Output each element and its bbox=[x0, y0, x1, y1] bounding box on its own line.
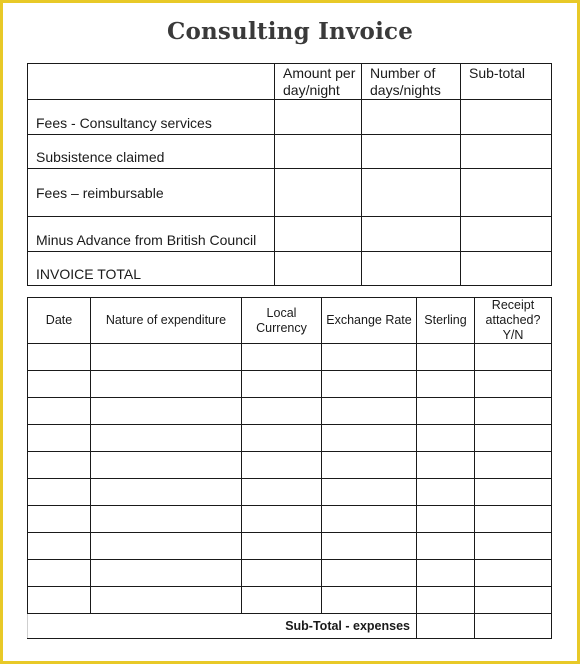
local-currency-cell[interactable] bbox=[242, 533, 322, 560]
subtotal-expenses-label: Sub-Total - expenses bbox=[28, 614, 417, 639]
local-currency-cell[interactable] bbox=[242, 371, 322, 398]
amount-cell[interactable] bbox=[275, 169, 362, 217]
sterling-cell[interactable] bbox=[417, 398, 475, 425]
exchange-rate-cell[interactable] bbox=[322, 371, 417, 398]
amount-cell[interactable] bbox=[275, 100, 362, 135]
exchange-rate-cell[interactable] bbox=[322, 452, 417, 479]
exchange-rate-cell[interactable] bbox=[322, 533, 417, 560]
expense-row bbox=[28, 452, 552, 479]
exchange-rate-cell[interactable] bbox=[322, 344, 417, 371]
receipt-cell[interactable] bbox=[475, 344, 552, 371]
date-cell[interactable] bbox=[28, 452, 91, 479]
receipt-cell[interactable] bbox=[475, 479, 552, 506]
nature-cell[interactable] bbox=[91, 425, 242, 452]
receipt-cell[interactable] bbox=[475, 533, 552, 560]
fees-row-subsistence bbox=[28, 135, 552, 169]
exchange-rate-cell[interactable] bbox=[322, 425, 417, 452]
date-cell[interactable] bbox=[28, 344, 91, 371]
date-cell[interactable] bbox=[28, 587, 91, 614]
amount-cell[interactable] bbox=[275, 252, 362, 286]
sterling-cell[interactable] bbox=[417, 344, 475, 371]
subtotal-cell[interactable] bbox=[461, 252, 552, 286]
subtotal-cell[interactable] bbox=[461, 217, 552, 252]
subtotal-cell[interactable] bbox=[461, 135, 552, 169]
receipt-cell[interactable] bbox=[475, 506, 552, 533]
date-cell[interactable] bbox=[28, 398, 91, 425]
subtotal-sterling-cell[interactable] bbox=[417, 614, 475, 639]
row-label-reimbursable: Fees – reimbursable bbox=[28, 169, 275, 217]
receipt-cell[interactable] bbox=[475, 587, 552, 614]
exchange-rate-cell[interactable] bbox=[322, 587, 417, 614]
sterling-cell[interactable] bbox=[417, 452, 475, 479]
amount-cell[interactable] bbox=[275, 135, 362, 169]
nature-cell[interactable] bbox=[91, 560, 242, 587]
days-cell[interactable] bbox=[362, 217, 461, 252]
expense-row bbox=[28, 533, 552, 560]
header-number-of-days: Number of days/nights bbox=[362, 64, 461, 100]
receipt-cell[interactable] bbox=[475, 398, 552, 425]
local-currency-cell[interactable] bbox=[242, 560, 322, 587]
subtotal-cell[interactable] bbox=[461, 100, 552, 135]
expense-row bbox=[28, 371, 552, 398]
nature-cell[interactable] bbox=[91, 452, 242, 479]
fees-header-row bbox=[28, 64, 552, 100]
days-cell[interactable] bbox=[362, 169, 461, 217]
sterling-cell[interactable] bbox=[417, 560, 475, 587]
subtotal-cell[interactable] bbox=[461, 169, 552, 217]
receipt-cell[interactable] bbox=[475, 452, 552, 479]
header-nature-of-expenditure: Nature of expenditure bbox=[91, 298, 242, 344]
sterling-cell[interactable] bbox=[417, 371, 475, 398]
date-cell[interactable] bbox=[28, 479, 91, 506]
local-currency-cell[interactable] bbox=[242, 398, 322, 425]
header-local-currency: Local Currency bbox=[242, 298, 322, 344]
days-cell[interactable] bbox=[362, 135, 461, 169]
expenses-header-row bbox=[28, 298, 552, 344]
expense-row bbox=[28, 398, 552, 425]
local-currency-cell[interactable] bbox=[242, 506, 322, 533]
header-date: Date bbox=[28, 298, 91, 344]
expense-row bbox=[28, 425, 552, 452]
expense-row bbox=[28, 587, 552, 614]
expense-row bbox=[28, 344, 552, 371]
exchange-rate-cell[interactable] bbox=[322, 560, 417, 587]
expense-rows bbox=[28, 344, 552, 614]
fees-row-reimbursable bbox=[28, 169, 552, 217]
date-cell[interactable] bbox=[28, 560, 91, 587]
days-cell[interactable] bbox=[362, 252, 461, 286]
header-sub-total: Sub-total bbox=[461, 64, 552, 100]
local-currency-cell[interactable] bbox=[242, 479, 322, 506]
sterling-cell[interactable] bbox=[417, 587, 475, 614]
date-cell[interactable] bbox=[28, 506, 91, 533]
header-exchange-rate: Exchange Rate bbox=[322, 298, 417, 344]
header-receipt-attached: Receipt attached? Y/N bbox=[475, 298, 552, 344]
page-title: Consulting Invoice bbox=[166, 18, 414, 45]
exchange-rate-cell[interactable] bbox=[322, 506, 417, 533]
expense-row bbox=[28, 506, 552, 533]
exchange-rate-cell[interactable] bbox=[322, 398, 417, 425]
exchange-rate-cell[interactable] bbox=[322, 479, 417, 506]
receipt-cell[interactable] bbox=[475, 425, 552, 452]
expenses-subtotal-row bbox=[28, 614, 552, 639]
fees-header-blank bbox=[28, 64, 275, 100]
fees-table bbox=[27, 63, 552, 286]
nature-cell[interactable] bbox=[91, 479, 242, 506]
sterling-cell[interactable] bbox=[417, 506, 475, 533]
nature-cell[interactable] bbox=[91, 371, 242, 398]
local-currency-cell[interactable] bbox=[242, 452, 322, 479]
fees-row-advance bbox=[28, 217, 552, 252]
nature-cell[interactable] bbox=[91, 344, 242, 371]
receipt-cell[interactable] bbox=[475, 560, 552, 587]
local-currency-cell[interactable] bbox=[242, 344, 322, 371]
subtotal-receipt-cell[interactable] bbox=[475, 614, 552, 639]
nature-cell[interactable] bbox=[91, 587, 242, 614]
amount-cell[interactable] bbox=[275, 217, 362, 252]
receipt-cell[interactable] bbox=[475, 371, 552, 398]
row-label-invoice-total: INVOICE TOTAL bbox=[28, 252, 275, 286]
days-cell[interactable] bbox=[362, 100, 461, 135]
local-currency-cell[interactable] bbox=[242, 425, 322, 452]
nature-cell[interactable] bbox=[91, 533, 242, 560]
expenses-table bbox=[27, 297, 552, 639]
fees-row-consultancy bbox=[28, 100, 552, 135]
row-label-subsistence: Subsistence claimed bbox=[28, 135, 275, 169]
sterling-cell[interactable] bbox=[417, 425, 475, 452]
row-label-advance: Minus Advance from British Council bbox=[28, 217, 275, 252]
date-cell[interactable] bbox=[28, 425, 91, 452]
date-cell[interactable] bbox=[28, 533, 91, 560]
sterling-cell[interactable] bbox=[417, 479, 475, 506]
header-amount-per-day: Amount per day/night bbox=[275, 64, 362, 100]
sterling-cell[interactable] bbox=[417, 533, 475, 560]
fees-row-invoice-total bbox=[28, 252, 552, 286]
local-currency-cell[interactable] bbox=[242, 587, 322, 614]
row-label-consultancy: Fees - Consultancy services bbox=[28, 100, 275, 135]
nature-cell[interactable] bbox=[91, 398, 242, 425]
header-sterling: Sterling bbox=[417, 298, 475, 344]
expense-row bbox=[28, 479, 552, 506]
expense-row bbox=[28, 560, 552, 587]
date-cell[interactable] bbox=[28, 371, 91, 398]
nature-cell[interactable] bbox=[91, 506, 242, 533]
